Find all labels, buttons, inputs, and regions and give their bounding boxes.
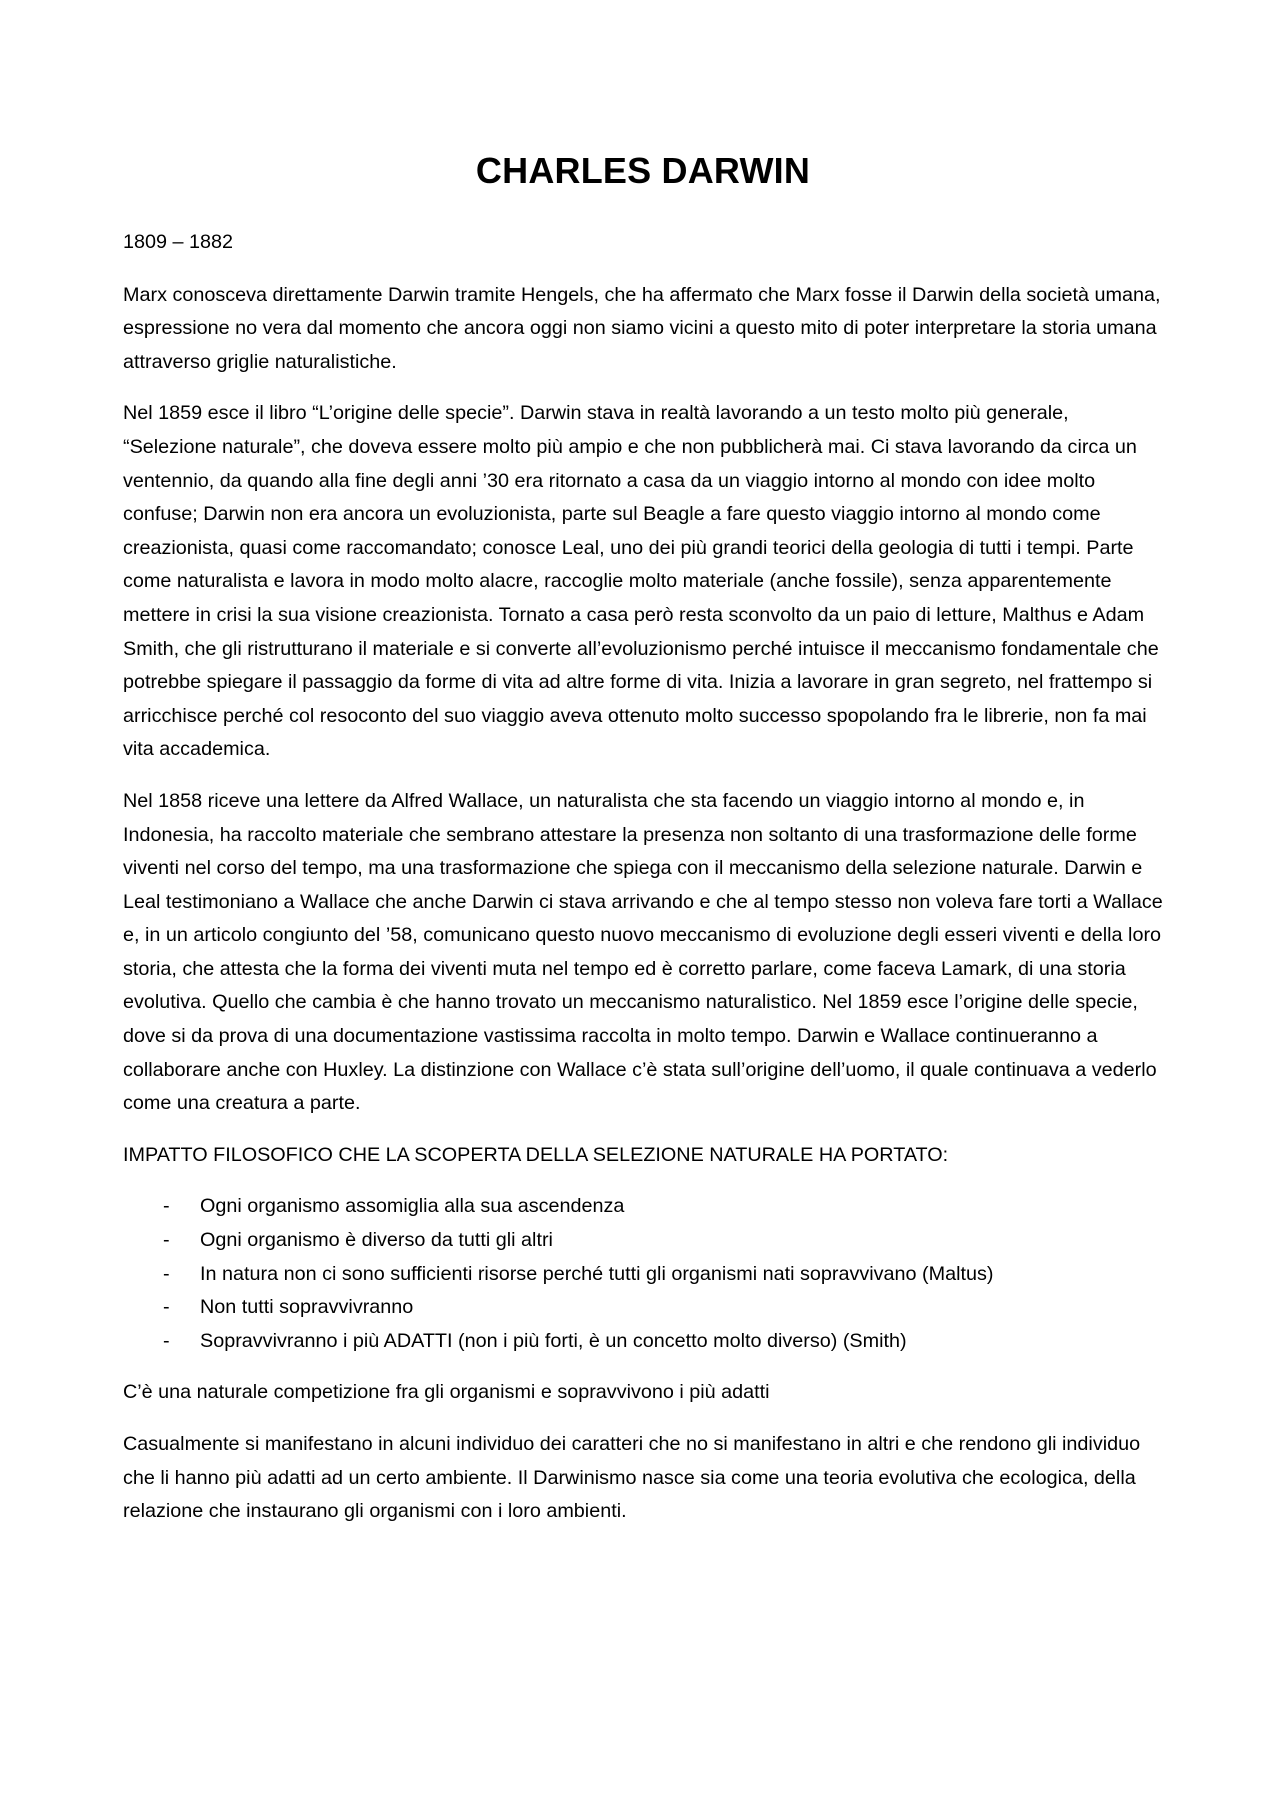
list-item bbox=[123, 1190, 1163, 1224]
paragraph-competition: C’è una naturale competizione fra gli organismi e sopravvivono i più adatti bbox=[123, 1381, 770, 1404]
list-item-text: Sopravvivranno i più ADATTI (non i più forti, è un concetto molto diverso) (Smith) bbox=[200, 1329, 907, 1352]
list-item-text: In natura non ci sono sufficienti risorse perché tutti gli organismi nati sopravvivano (Maltus) bbox=[200, 1262, 994, 1285]
list-dash-marker: - bbox=[163, 1195, 170, 1218]
document-body bbox=[123, 150, 1163, 1547]
paragraph-darwinism: Casualmente si manifestano in alcuni individuo dei caratteri che no si manifestano in altri e che rendono gli individuo che li hanno più adatti ad un certo ambiente. Il Darwinismo nasce sia come una teoria evolutiva che ecologica, della relazione che instaurano gli organismi con i loro ambienti. bbox=[123, 1433, 1141, 1523]
life-dates: 1809 – 1882 bbox=[123, 231, 234, 253]
list-dash-marker: - bbox=[163, 1296, 170, 1319]
paragraph-marx: Marx conosceva direttamente Darwin tramite Hengels, che ha affermato che Marx fosse il Darwin della società umana, espressione no vera dal momento che ancora oggi non siamo vicini a questo mito di poter interpretare la storia umana attraverso griglie naturalistiche. bbox=[123, 283, 1161, 373]
list-item bbox=[123, 1224, 1163, 1258]
list-item-text: Non tutti sopravvivranno bbox=[200, 1296, 414, 1319]
list-item bbox=[123, 1291, 1163, 1325]
section-heading-philosophical-impact: IMPATTO FILOSOFICO CHE LA SCOPERTA DELLA SELEZIONE NATURALE HA PORTATO: bbox=[123, 1143, 949, 1166]
list-item-text: Ogni organismo assomiglia alla sua ascendenza bbox=[200, 1195, 625, 1218]
paragraph-origin-of-species: Nel 1859 esce il libro “L’origine delle specie”. Darwin stava in realtà lavorando a un testo molto più generale, “Selezione naturale”, che doveva essere molto più ampio e che non pubblicherà mai. Ci stava lavorando da circa un ventennio, da quando alla fine degli anni ’30 era ritornato a casa da un viaggio intorno al mondo con idee molto confuse; Darwin non era ancora un evoluzionista, parte sul Beagle a fare questo viaggio intorno al mondo come creazionista, quasi come raccomandato; conosce Leal, uno dei più grandi teorici della geologia di tutti i tempi. Parte come naturalista e lavora in modo molto alacre, raccoglie molto materiale (anche fossile), senza apparentemente mettere in crisi la sua visione creazionista. Tornato a casa però resta sconvolto da un paio di letture, Malthus e Adam Smith, che gli ristrutturano il materiale e si converte all’evoluzionismo perché intuisce il meccanismo fondamentale che potrebbe spiegare il passaggio da forme di vita ad altre forme di vita. Inizia a lavorare in gran segreto, nel frattempo si arricchisce perché col resoconto del suo viaggio aveva ottenuto molto successo spopolando fra le librerie, non fa mai vita accademica. bbox=[123, 402, 1159, 761]
list-dash-marker: - bbox=[163, 1262, 170, 1285]
document-title: CHARLES DARWIN bbox=[475, 150, 811, 191]
list-item bbox=[123, 1325, 1163, 1359]
list-item-text: Ogni organismo è diverso da tutti gli altri bbox=[200, 1229, 553, 1252]
paragraph-wallace: Nel 1858 riceve una lettere da Alfred Wallace, un naturalista che sta facendo un viaggio intorno al mondo e, in Indonesia, ha raccolto materiale che sembrano attestare la presenza non soltanto di una trasformazione delle forme viventi nel corso del tempo, ma una trasformazione che spiega con il meccanismo della selezione naturale. Darwin e Leal testimoniano a Wallace che anche Darwin ci stava arrivando e che al tempo stesso non voleva fare torti a Wallace e, in un articolo congiunto del ’58, comunicano questo nuovo meccanismo di evoluzione degli esseri viventi e della loro storia, che attesta che la forma dei viventi muta nel tempo ed è corretto parlare, come faceva Lamark, di una storia evolutiva. Quello che cambia è che hanno trovato un meccanismo naturalistico. Nel 1859 esce l’origine delle specie, dove si da prova di una documentazione vastissima raccolta in molto tempo. Darwin e Wallace continueranno a collaborare anche con Huxley. La distinzione con Wallace c’è stata sull’origine dell’uomo, il quale continuava a vederlo come una creatura a parte. bbox=[123, 789, 1163, 1115]
list-dash-marker: - bbox=[163, 1229, 170, 1252]
impact-list bbox=[123, 1190, 1163, 1358]
list-dash-marker: - bbox=[163, 1329, 170, 1352]
list-item bbox=[123, 1258, 1163, 1292]
